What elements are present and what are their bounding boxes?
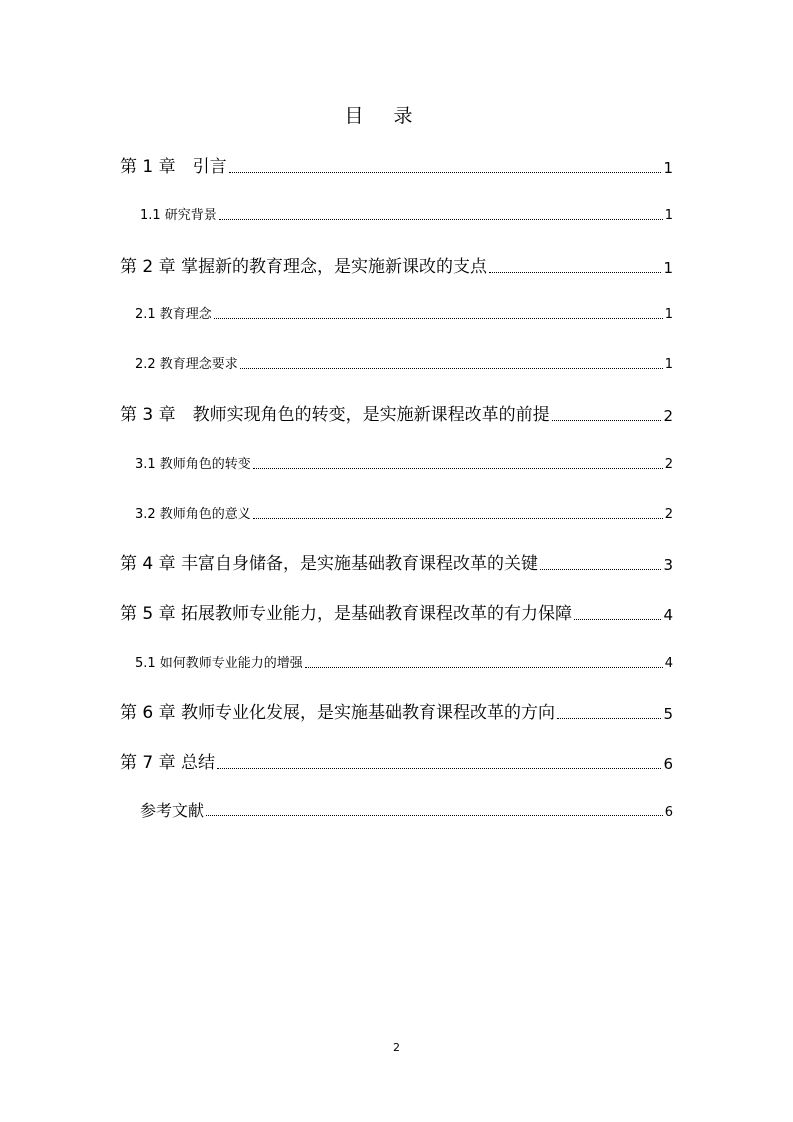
toc-entry-page: 2 <box>663 407 673 425</box>
toc-entry-page: 1 <box>663 259 673 277</box>
toc-entry-text: 3.2 教师角色的意义 <box>135 507 251 522</box>
toc-entry-chapter-7[interactable] <box>120 752 673 774</box>
toc-leader-dots <box>557 718 661 719</box>
toc-entry-text: 第 6 章 教师专业化发展，是实施基础教育课程改革的方向 <box>120 703 556 723</box>
toc-entry-text: 第 3 章 教师实现角色的转变，是实施新课程改革的前提 <box>120 405 550 425</box>
toc-entry-text: 3.1 教师角色的转变 <box>135 457 251 472</box>
toc-entry-text: 第 5 章 拓展教师专业能力，是基础教育课程改革的有力保障 <box>120 604 573 624</box>
toc-leader-dots <box>217 768 661 769</box>
toc-leader-dots <box>540 569 661 570</box>
toc-leader-dots <box>253 468 663 469</box>
toc-title: 目 录 <box>344 105 425 127</box>
toc-entry-page: 4 <box>664 656 673 671</box>
toc-entry-page: 2 <box>664 507 673 522</box>
toc-entry-section-5-1[interactable] <box>135 655 673 672</box>
toc-entry-section-2-1[interactable] <box>135 306 673 323</box>
toc-leader-dots <box>489 272 661 273</box>
toc-entry-page: 2 <box>664 457 673 472</box>
toc-entry-page: 5 <box>663 705 673 723</box>
toc-entry-chapter-2[interactable] <box>120 256 673 278</box>
toc-entry-section-2-2[interactable] <box>135 356 673 373</box>
toc-entry-page: 1 <box>664 208 673 223</box>
toc-entry-section-3-2[interactable] <box>135 506 673 523</box>
toc-entry-page: 1 <box>664 307 673 322</box>
toc-entry-text: 5.1 如何教师专业能力的增强 <box>135 656 303 671</box>
toc-entry-chapter-4[interactable] <box>120 553 673 575</box>
toc-entry-section-1-1[interactable] <box>140 207 673 224</box>
toc-entry-page: 1 <box>664 357 673 372</box>
toc-entry-text: 第 4 章 丰富自身储备，是实施基础教育课程改革的关键 <box>120 554 539 574</box>
toc-entry-text: 第 1 章 引言 <box>120 157 227 177</box>
toc-entry-text: 2.2 教育理念要求 <box>135 357 238 372</box>
toc-leader-dots <box>253 518 663 519</box>
toc-entry-text: 参考文献 <box>140 801 205 820</box>
toc-entry-text: 第 2 章 掌握新的教育理念，是实施新课改的支点 <box>120 257 488 277</box>
toc-leader-dots <box>229 172 662 173</box>
toc-entry-chapter-3[interactable] <box>120 404 673 426</box>
toc-entry-text: 1.1 研究背景 <box>140 208 217 223</box>
toc-entry-references[interactable] <box>140 801 673 821</box>
toc-entry-chapter-5[interactable] <box>120 603 673 625</box>
toc-entry-section-3-1[interactable] <box>135 456 673 473</box>
toc-entry-text: 第 7 章 总结 <box>120 753 216 773</box>
toc-entry-text: 2.1 教育理念 <box>135 307 212 322</box>
toc-entry-page: 3 <box>663 556 673 574</box>
toc-leader-dots <box>206 815 663 816</box>
toc-entry-page: 6 <box>663 755 673 773</box>
toc-entry-chapter-1[interactable] <box>120 156 673 178</box>
toc-leader-dots <box>240 368 663 369</box>
toc-leader-dots <box>219 219 663 220</box>
toc-leader-dots <box>552 420 662 421</box>
toc-leader-dots <box>574 619 661 620</box>
toc-entry-page: 6 <box>664 805 673 820</box>
toc-leader-dots <box>214 318 663 319</box>
toc-entry-chapter-6[interactable] <box>120 702 673 724</box>
toc-leader-dots <box>305 667 663 668</box>
toc-entry-page: 4 <box>663 606 673 624</box>
toc-entry-page: 1 <box>663 159 673 177</box>
page-number: 2 <box>393 1041 400 1054</box>
